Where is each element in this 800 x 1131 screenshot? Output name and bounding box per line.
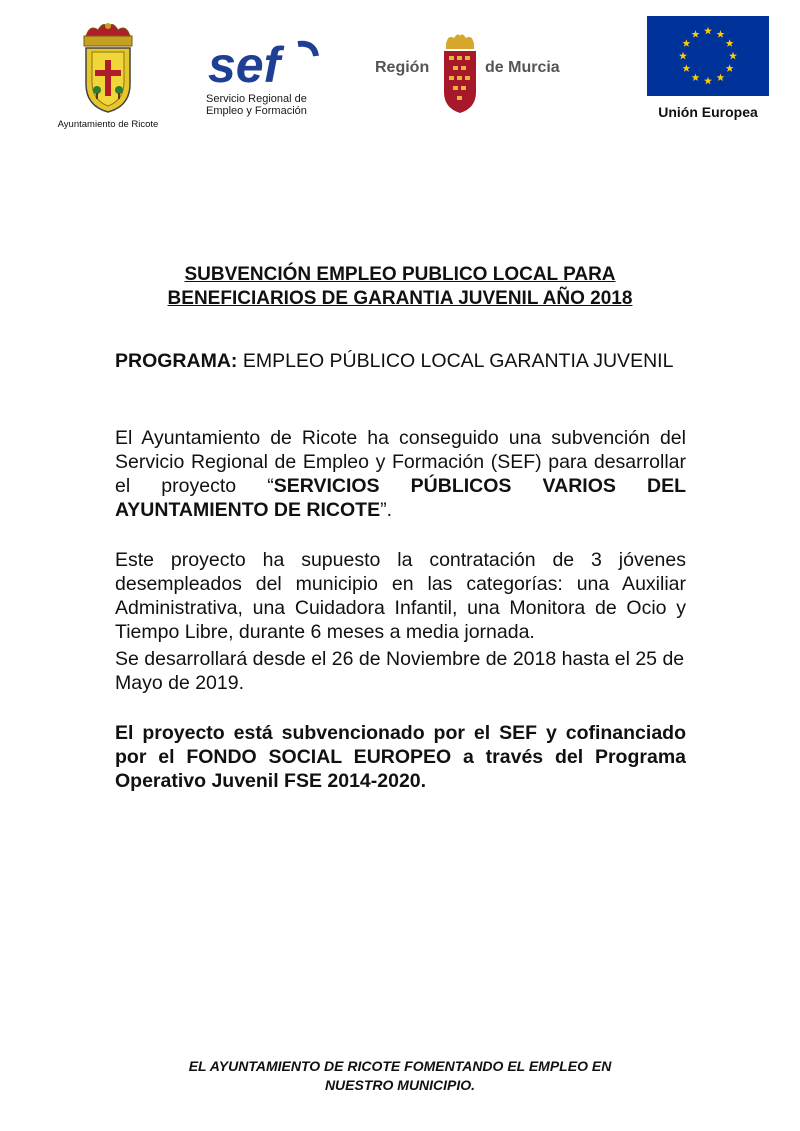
paragraph-dates: Se desarrollará desde el 26 de Noviembre de 2018 hasta el 25 de Mayo de 2019.	[115, 648, 685, 694]
eu-flag-icon	[647, 16, 769, 96]
document-title-line1: SUBVENCIÓN EMPLEO PUBLICO LOCAL PARA	[184, 264, 616, 285]
sef-logo-caption	[206, 93, 336, 117]
ricote-shield-icon	[48, 22, 168, 117]
sef-wordmark: sef	[208, 40, 281, 90]
sef-caption-line2: Empleo y Formación	[206, 105, 307, 117]
region-de-murcia-logo	[372, 32, 572, 117]
document-title	[60, 263, 740, 311]
sef-caption-line1: Servicio Regional de	[206, 93, 307, 105]
paragraph-subsidy-text: El Ayuntamiento de Ricote ha conseguido una subvención del Servicio Regional de Empleo y Formación (SEF) para desarrollar el proyecto “	[115, 427, 686, 497]
murcia-logo-right-label: de Murcia	[485, 59, 560, 76]
ricote-coat-of-arms-logo	[48, 22, 168, 130]
murcia-logo-left-label: Región	[375, 59, 430, 76]
document-title-line2: BENEFICIARIOS DE GARANTIA JUVENIL AÑO 2018	[167, 288, 633, 309]
footer-slogan	[100, 1057, 700, 1095]
sef-logo	[206, 40, 336, 117]
sef-wordmark-icon	[206, 40, 326, 90]
ricote-logo-caption: Ayuntamiento de Ricote	[57, 119, 159, 130]
eu-logo-caption: Unión Europea	[658, 104, 758, 120]
project-name: SERVICIOS PÚBLICOS VARIOS DEL AYUNTAMIENTO DE RICOTE	[115, 475, 686, 521]
program-label: PROGRAMA:	[115, 350, 238, 372]
paragraph-subsidy	[115, 426, 686, 522]
paragraph-funding: El proyecto está subvencionado por el SEF y cofinanciado por el FONDO SOCIAL EUROPEO a través del Programa Operativo Juvenil FSE 2014-2020.	[115, 722, 686, 792]
eu-flag-logo	[647, 16, 769, 120]
murcia-shield-icon	[440, 32, 480, 114]
paragraph-hiring: Este proyecto ha supuesto la contratación de 3 jóvenes desempleados del municipio en las categorías: una Auxiliar Administrativa, una Cuidadora Infantil, una Monitora de Ocio y Tiempo Libre, durante 6 meses a media jornada.	[115, 549, 686, 643]
program-value: EMPLEO PÚBLICO LOCAL GARANTIA JUVENIL	[242, 350, 674, 372]
footer-line2: NUESTRO MUNICIPIO.	[324, 1077, 476, 1093]
footer-line1: EL AYUNTAMIENTO DE RICOTE FOMENTANDO EL EMPLEO EN	[188, 1058, 612, 1074]
paragraph-subsidy-end: ”.	[380, 499, 392, 521]
program-line	[115, 349, 686, 373]
